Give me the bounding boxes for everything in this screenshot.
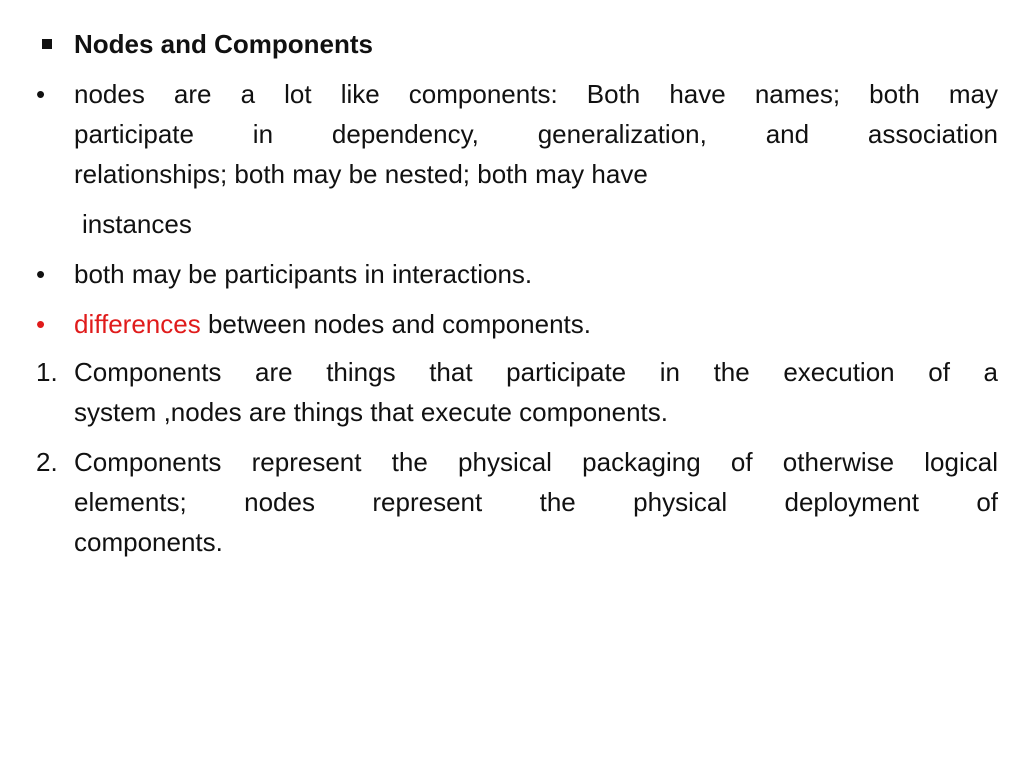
bullet-text-line: nodes are a lot like components: Both have names; both may [74,79,998,109]
bullet-icon: • [36,259,46,289]
number-label: 1. [36,357,58,387]
numbered-text-line: components. [74,527,223,557]
highlight-word: differences [74,309,201,339]
bullet-text: both may be participants in interactions. [74,259,533,289]
bullet-icon: • [36,309,46,339]
bullet-text [74,304,998,344]
bullet-icon: • [36,79,46,109]
numbered-text-line: system ,nodes are things that execute components. [74,397,669,427]
bullet-text-rest: between nodes and components. [200,309,591,339]
numbered-text-line: elements; nodes represent the physical deployment of [74,487,998,517]
numbered-text-line: Components represent the physical packaging of otherwise logical [74,447,998,477]
bullet-text-line: participate in dependency, generalization, and association [74,119,998,149]
slide-title: Nodes and Components [74,29,374,59]
numbered-text-line: Components are things that participate in the execution of a [74,357,998,387]
number-label: 2. [36,447,58,477]
indented-text: instances [82,209,192,239]
bullet-text-line: relationships; both may be nested; both may have [74,159,648,189]
